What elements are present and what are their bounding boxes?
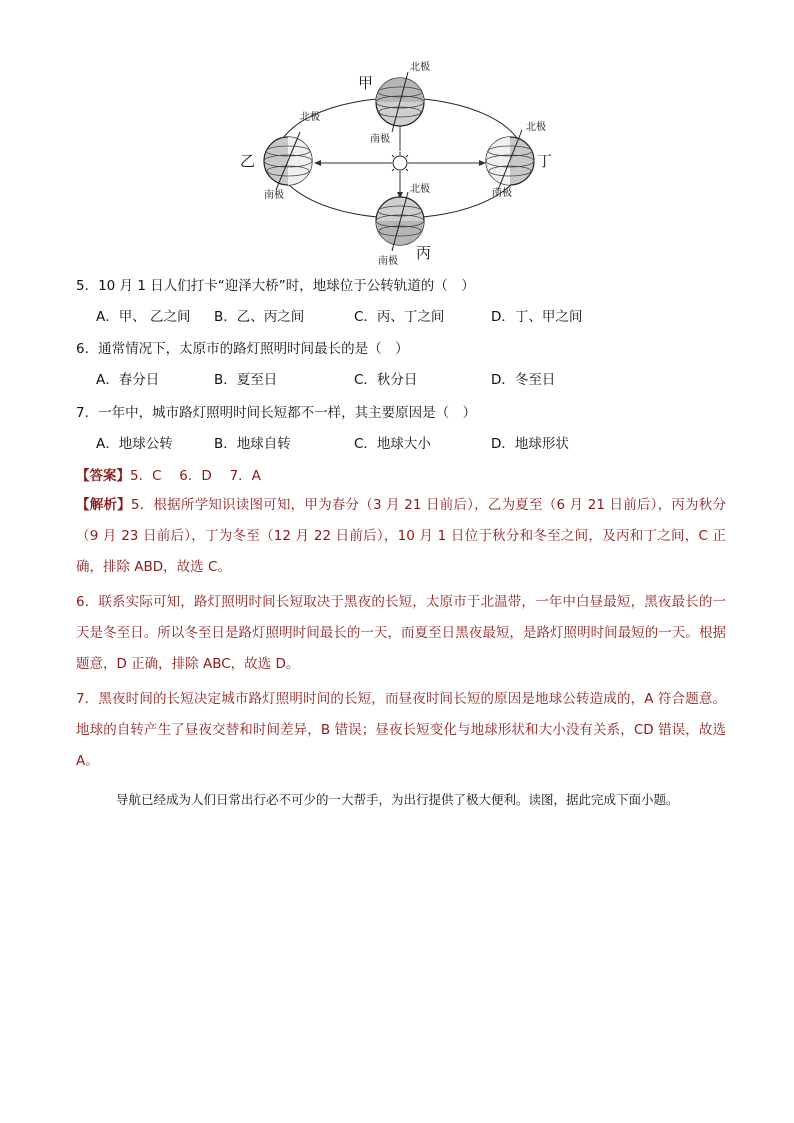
q5-option-d: D．丁、甲之间 <box>491 309 583 325</box>
question-6-stem: 6．通常情况下，太原市的路灯照明时间最长的是（ ） <box>76 341 409 357</box>
q5-option-c: C．丙、丁之间 <box>354 309 445 325</box>
q7-option-a: A．地球公转 <box>96 436 173 452</box>
analysis-5 <box>76 490 726 583</box>
q5-option-a: A．甲、 乙之间 <box>96 309 191 325</box>
q6-option-b: B．夏至日 <box>214 372 278 388</box>
label-jia: 甲 <box>358 74 374 92</box>
label-north-ding: 北极 <box>526 122 546 133</box>
label-yi: 乙 <box>240 152 256 170</box>
label-ding: 丁 <box>537 152 553 170</box>
analysis-6: 6．联系实际可知，路灯照明时间长短取决于黑夜的长短，太原市于北温带，一年中白昼最短，黑夜最长的一天是冬至日。所以冬至日是路灯照明时间最长的一天，而夏至日黑夜最短，是路灯照明时间最短的一天。根据题意，D 正确，排除 ABC，故选 D。 <box>76 594 726 672</box>
q6-option-a: A．春分日 <box>96 372 160 388</box>
sun-icon <box>389 152 411 174</box>
analysis-5-text: 5．根据所学知识读图可知，甲为春分（3 月 21 日前后），乙为夏至（6 月 21 日前后），丙为秋分（9 月 23 日前后），丁为冬至（12 月 22 日前后），10 月 1 日位于秋分和冬至之间，及丙和丁之间，C 正确，排除 ABD，故选 C。 <box>76 497 727 575</box>
q5-option-b: B．乙、丙之间 <box>214 309 305 325</box>
q7-option-c: C．地球大小 <box>354 436 431 452</box>
question-5-stem: 5．10 月 1 日人们打卡“迎泽大桥”时，地球位于公转轨道的（ ） <box>76 278 475 294</box>
analysis-7: 7．黑夜时间的长短决定城市路灯照明时间的长短，而昼夜时间长短的原因是地球公转造成的，A 符合题意。地球的自转产生了昼夜交替和时间差异，B 错误；昼夜长短变化与地球形状和大小没有关系，CD 错误，故选 A。 <box>76 691 726 769</box>
q6-option-d: D．冬至日 <box>491 372 556 388</box>
arrowhead-yi <box>314 160 321 166</box>
label-south-ding: 南极 <box>492 188 512 199</box>
answer-tag: 【答案】 <box>76 468 130 484</box>
label-south-yi: 南极 <box>264 190 284 201</box>
earth-jia <box>376 72 424 132</box>
earth-ding <box>486 130 534 190</box>
answer-line <box>76 466 261 486</box>
orbit-diagram <box>230 58 570 268</box>
label-south-jia: 南极 <box>370 134 390 145</box>
question-7-stem: 7．一年中，城市路灯照明时间长短都不一样，其主要原因是（ ） <box>76 405 477 421</box>
earth-yi <box>264 132 312 190</box>
label-north-yi: 北极 <box>300 112 320 123</box>
label-north-bing: 北极 <box>410 184 430 195</box>
orbit-svg <box>230 58 570 268</box>
analysis-tag: 【解析】 <box>76 497 131 513</box>
answer-text: 5．C 6．D 7．A <box>130 468 261 484</box>
q6-option-c: C．秋分日 <box>354 372 418 388</box>
label-north-jia: 北极 <box>410 62 430 73</box>
next-section-intro: 导航已经成为人们日常出行必不可少的一大帮手，为出行提供了极大便利。读图，据此完成下面小题。 <box>116 792 679 807</box>
label-south-bing: 南极 <box>378 256 398 267</box>
q7-option-b: B．地球自转 <box>214 436 291 452</box>
label-bing: 丙 <box>416 244 432 262</box>
earth-bing <box>376 192 424 251</box>
arrowhead-ding <box>479 160 486 166</box>
q7-option-d: D．地球形状 <box>491 436 569 452</box>
